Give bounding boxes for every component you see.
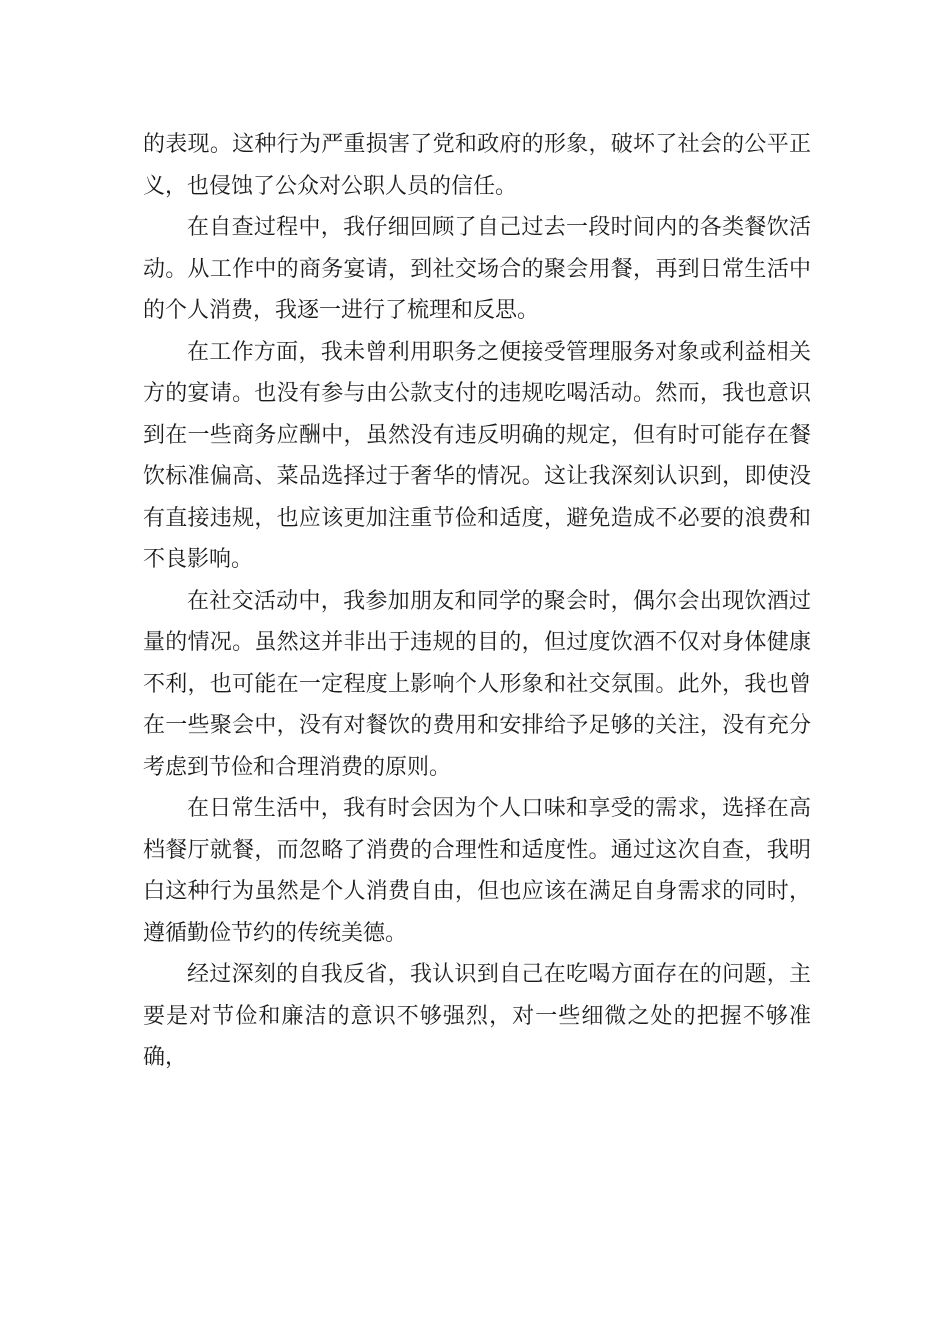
paragraph-self-review: 在自查过程中，我仔细回顾了自己过去一段时间内的各类餐饮活动。从工作中的商务宴请，到社交场合的聚会用餐，再到日常生活中的个人消费，我逐一进行了梳理和反思。 [143, 215, 811, 323]
paragraph-reflection: 经过深刻的自我反省，我认识到自己在吃喝方面存在的问题，主要是对节俭和廉洁的意识不够强烈，对一些细微之处的把握不够准确， [143, 962, 811, 1070]
paragraph-daily-life: 在日常生活中，我有时会因为个人口味和享受的需求，选择在高档餐厅就餐，而忽略了消费的合理性和适度性。通过这次自查，我明白这种行为虽然是个人消费自由，但也应该在满足自身需求的同时，遵循勤俭节约的传统美德。 [143, 796, 811, 946]
document-body [143, 124, 811, 1079]
paragraph-work: 在工作方面，我未曾利用职务之便接受管理服务对象或利益相关方的宴请。也没有参与由公款支付的违规吃喝活动。然而，我也意识到在一些商务应酬中，虽然没有违反明确的规定，但有时可能存在餐饮标准偏高、菜品选择过于奢华的情况。这让我深刻认识到，即使没有直接违规，也应该更加注重节俭和适度，避免造成不必要的浪费和不良影响。 [143, 339, 811, 572]
paragraph-social: 在社交活动中，我参加朋友和同学的聚会时，偶尔会出现饮酒过量的情况。虽然这并非出于违规的目的，但过度饮酒不仅对身体健康不利，也可能在一定程度上影响个人形象和社交氛围。此外，我也曾在一些聚会中，没有对餐饮的费用和安排给予足够的关注，没有充分考虑到节俭和合理消费的原则。 [143, 588, 811, 780]
paragraph-continuation: 的表现。这种行为严重损害了党和政府的形象，破坏了社会的公平正义，也侵蚀了公众对公职人员的信任。 [143, 132, 811, 199]
